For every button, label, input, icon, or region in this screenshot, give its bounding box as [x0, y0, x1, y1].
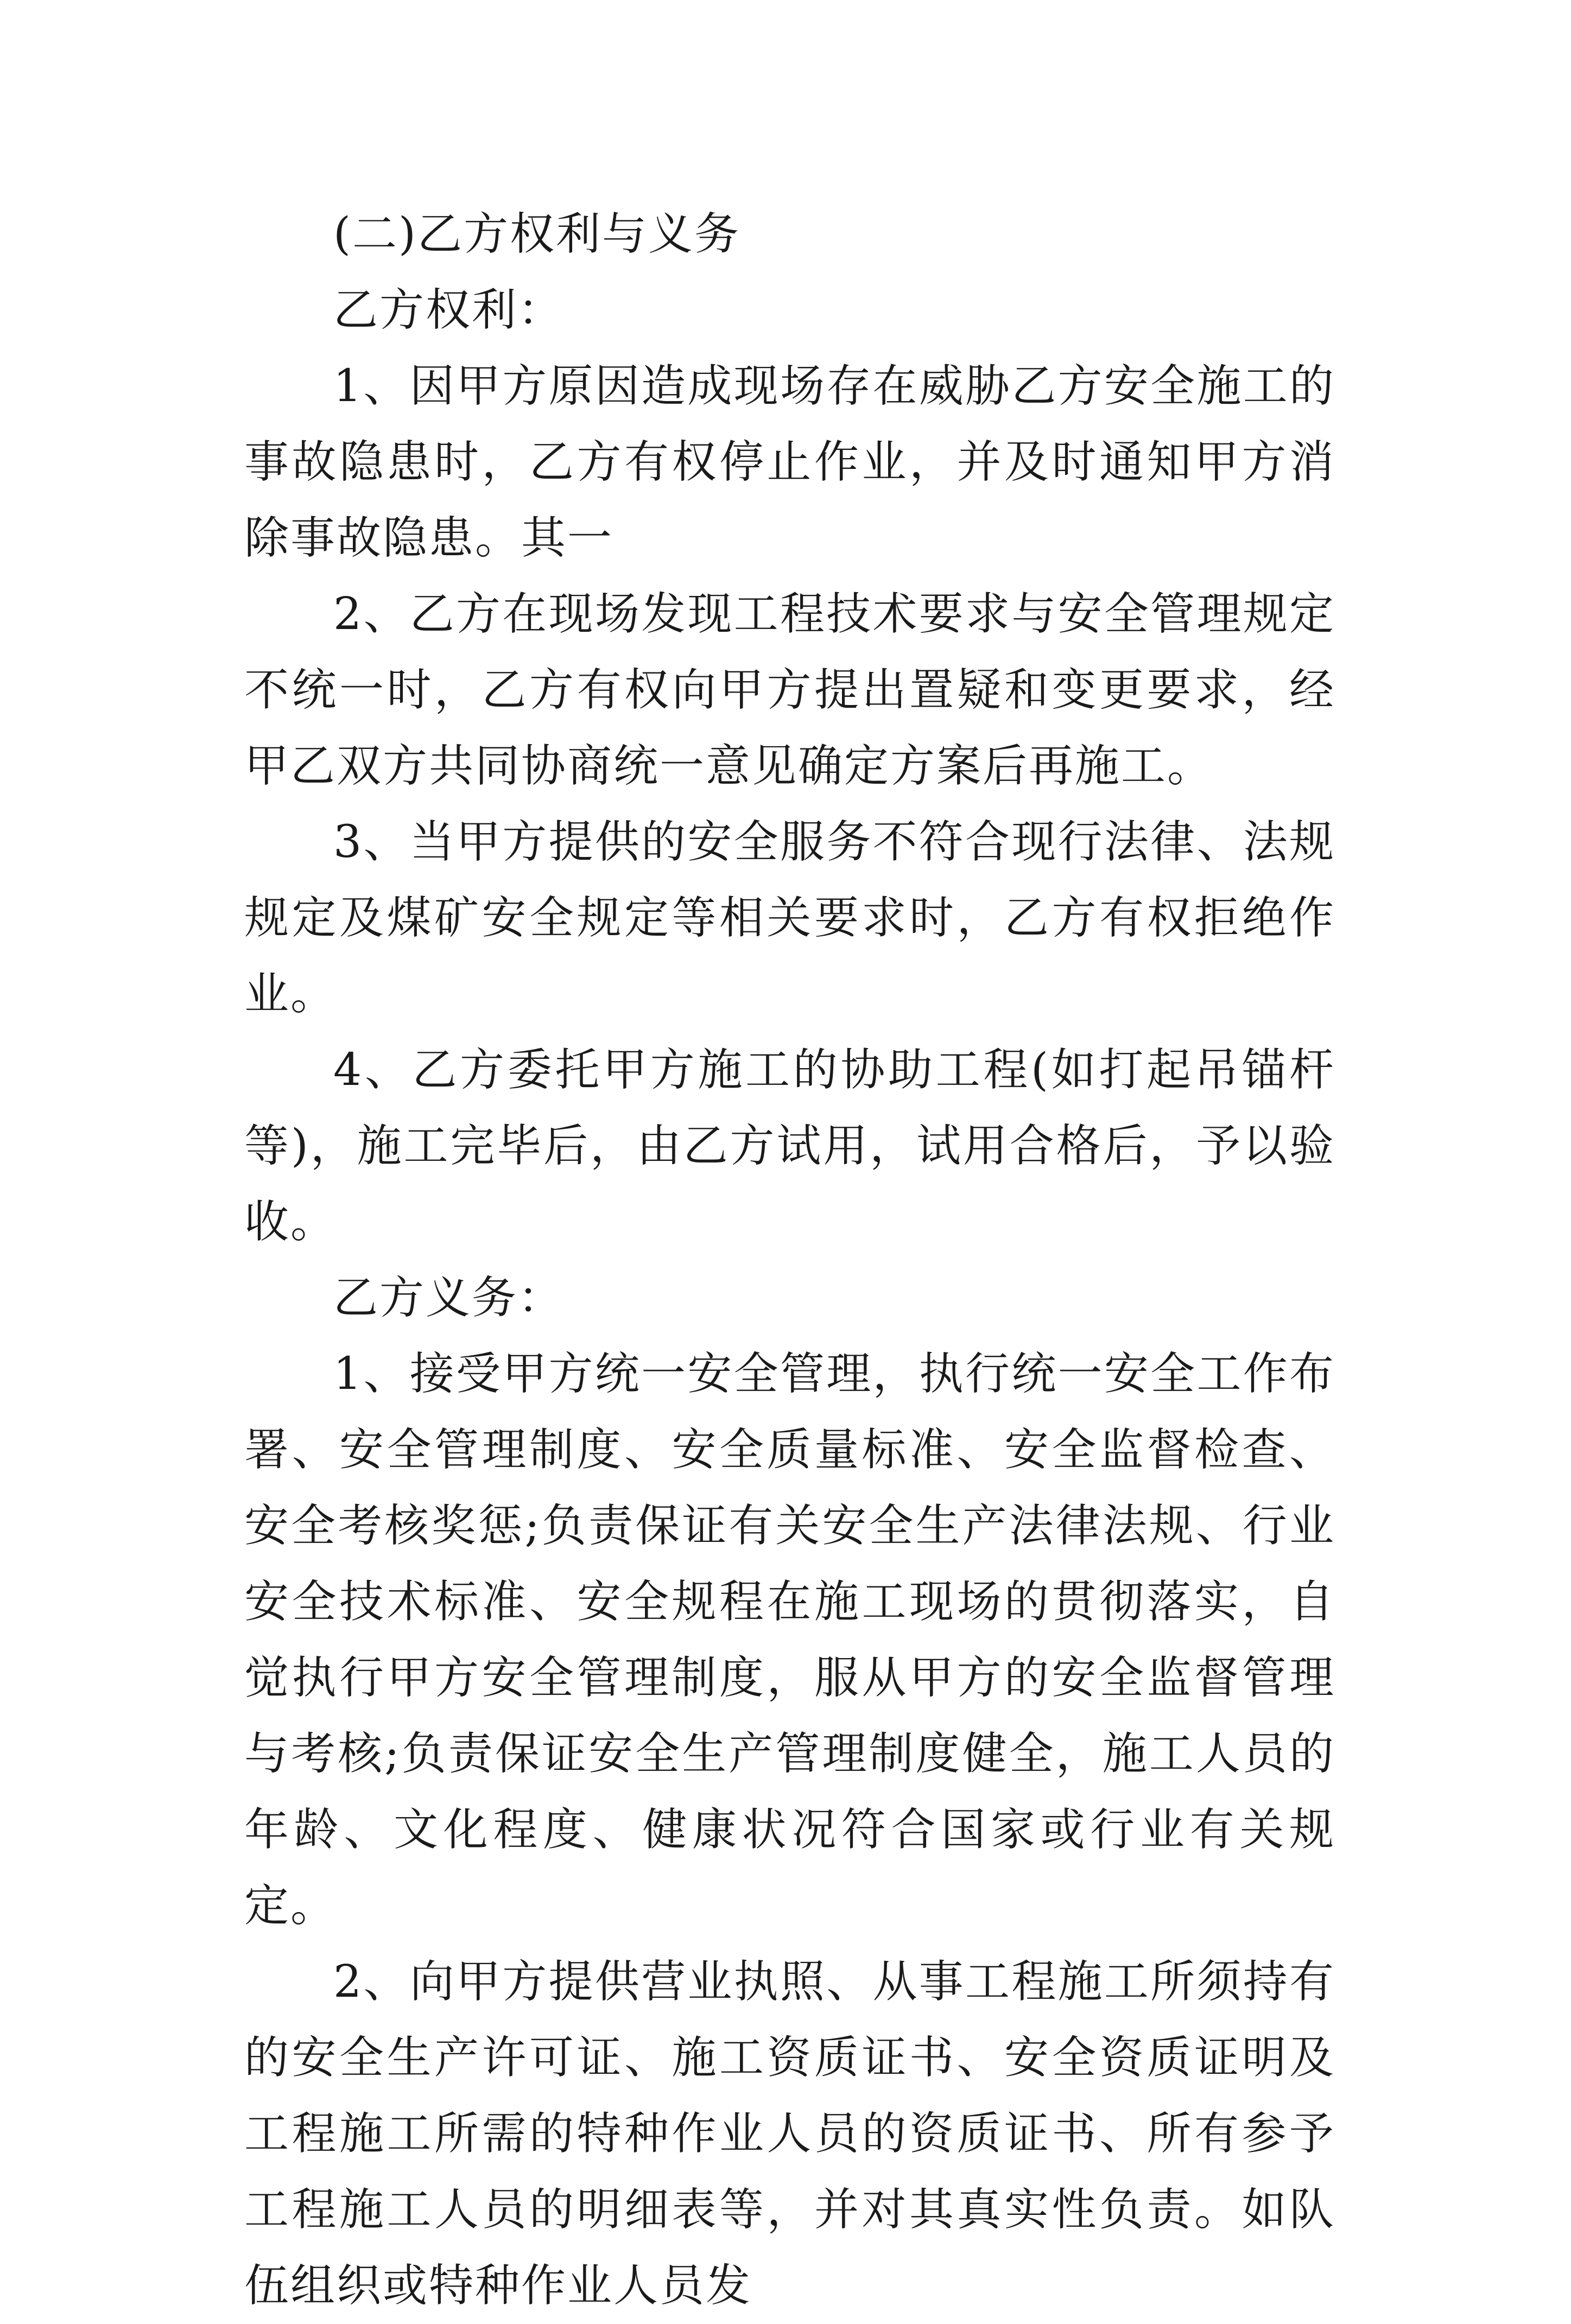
rights-heading: 乙方权利：: [333, 284, 565, 336]
rights-item-2: 2、乙方在现场发现工程技术要求与安全管理规定不统一时，乙方有权向甲方提出置疑和变更要求，经甲乙双方共同协商统一意见确定方案后再施工。: [244, 588, 1335, 792]
document-body: [244, 196, 1335, 2324]
duties-heading: 乙方义务：: [333, 1272, 565, 1324]
duties-item-1: 1、接受甲方统一安全管理，执行统一安全工作布署、安全管理制度、安全质量标准、安全监督检查、安全考核奖惩;负责保证有关安全生产法律法规、行业安全技术标准、安全规程在施工现场的贯彻落实，自觉执行甲方安全管理制度，服从甲方的安全监督管理与考核;负责保证安全生产管理制度健全，施工人员的年龄、文化程度、健康状况符合国家或行业有关规定。: [244, 1348, 1335, 1932]
rights-item-1: 1、因甲方原因造成现场存在威胁乙方安全施工的事故隐患时，乙方有权停止作业，并及时通知甲方消除事故隐患。其一: [244, 360, 1335, 564]
rights-item-3: 3、当甲方提供的安全服务不符合现行法律、法规规定及煤矿安全规定等相关要求时，乙方有权拒绝作业。: [244, 816, 1335, 1020]
section-heading: (二)乙方权利与义务: [333, 208, 740, 260]
duties-item-2: 2、向甲方提供营业执照、从事工程施工所须持有的安全生产许可证、施工资质证书、安全资质证明及工程施工所需的特种作业人员的资质证书、所有参予工程施工人员的明细表等，并对其真实性负责。如队伍组织或特种作业人员发: [244, 1956, 1335, 2312]
rights-item-4: 4、乙方委托甲方施工的协助工程(如打起吊锚杆等)，施工完毕后，由乙方试用，试用合格后，予以验收。: [244, 1044, 1335, 1248]
